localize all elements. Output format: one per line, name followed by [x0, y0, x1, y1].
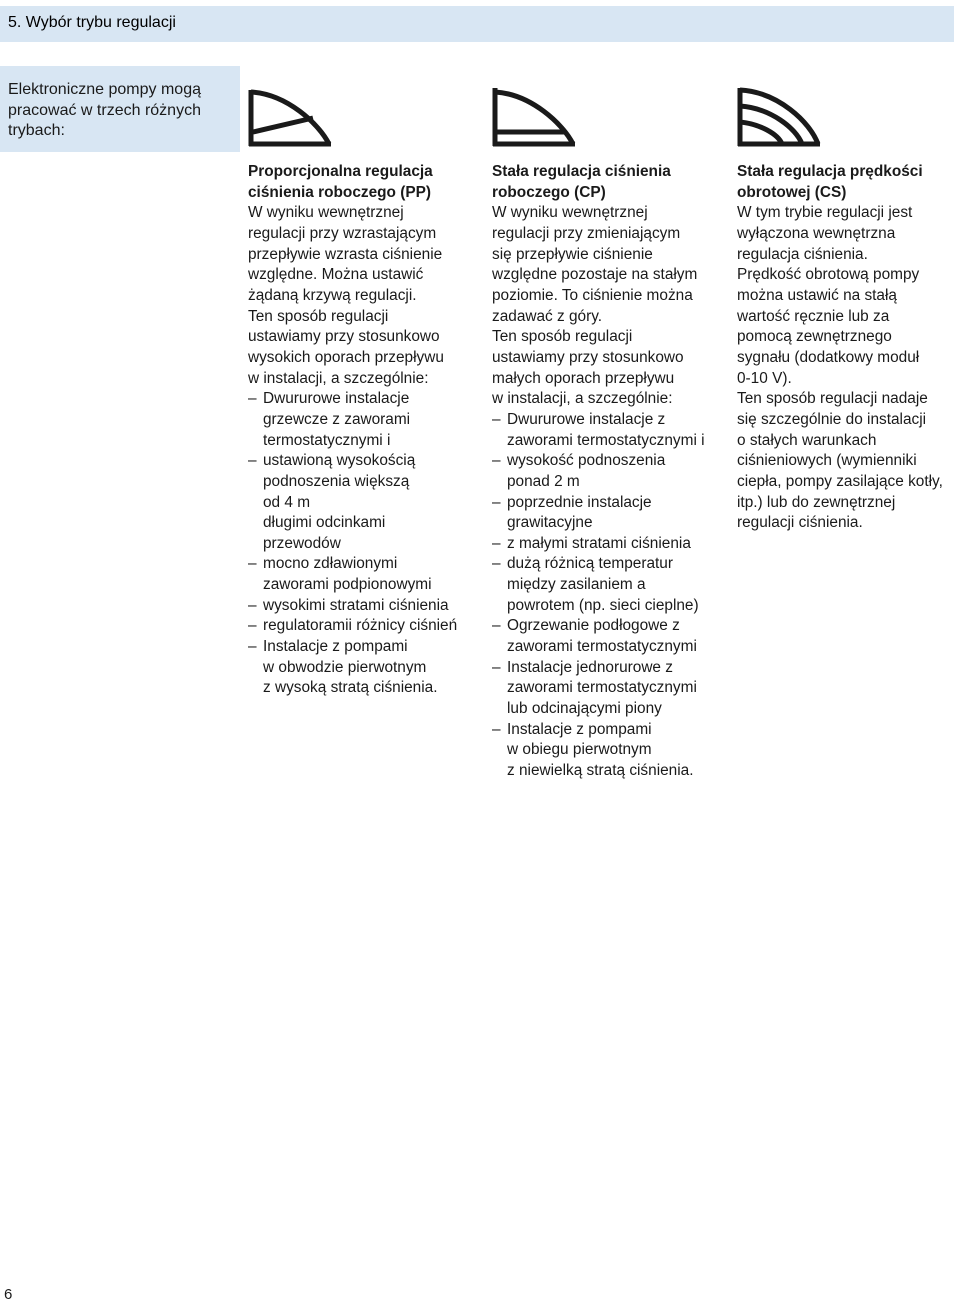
list-dash: – — [492, 720, 501, 738]
intro-text: Elektroniczne pompy mogą pracować w trzech różnych trybach: — [8, 81, 201, 139]
list-item: – poprzednie instalacje grawitacyjne — [492, 493, 652, 532]
column-list — [492, 410, 728, 782]
list-dash: – — [248, 555, 257, 573]
column-paragraph: W wyniku wewnętrznej regulacji przy wzrastającym przepływie wzrasta ciśnienie względne. Można ustawić żądaną krzywą regulacji. — [248, 204, 443, 304]
list-dash: – — [248, 390, 257, 408]
list-item: – Ogrzewanie podłogowe z zaworami termostatycznymi — [492, 617, 697, 656]
list-dash: – — [492, 452, 501, 470]
column-pp — [248, 162, 484, 699]
list-item: – Dwururowe instalacje grzewcze z zaworami termostatycznymi i — [248, 390, 411, 449]
column-paragraph: W tym trybie regulacji jest wyłączona wewnętrzna regulacja ciśnienia. — [737, 204, 913, 263]
column-cs — [737, 162, 957, 534]
list-dash: – — [248, 452, 257, 470]
list-item: – Instalacje z pompami w obiegu pierwotnym z niewielką stratą ciśnienia. — [492, 720, 694, 780]
list-dash: – — [492, 534, 501, 552]
list-dash: – — [492, 555, 501, 573]
constant-pressure-icon — [491, 86, 577, 148]
list-item: – wysokimi stratami ciśnienia — [248, 596, 484, 617]
list-item: – dużą różnicą temperatur między zasilaniem a powrotem (np. sieci cieplne) — [492, 555, 699, 614]
list-dash: – — [492, 658, 501, 676]
list-dash: – — [492, 493, 501, 511]
proportional-pressure-icon — [247, 86, 333, 148]
list-item: – regulatoramii różnicy ciśnień — [248, 616, 484, 637]
page-title: 5. Wybór trybu regulacji — [8, 14, 176, 31]
column-cp — [492, 162, 728, 782]
list-dash: – — [492, 617, 501, 635]
column-heading: Stała regulacja ciśnienia roboczego (CP) — [492, 163, 671, 201]
list-item: – Instalacje z pompami w obwodzie pierwotnym z wysoką stratą ciśnienia. — [248, 638, 438, 697]
list-item: – mocno zdławionymi zaworami podpionowymi — [248, 555, 432, 594]
list-dash: – — [492, 410, 501, 428]
list-dash: – — [248, 638, 257, 656]
column-paragraph: Ten sposób regulacji nadaje się szczególnie do instalacji o stałych warunkach ciśnieniowych (wymienniki ciepła, pompy zasilające kotły, itp.) lub do zewnętrznej regulacji ciśnienia. — [737, 390, 943, 532]
column-paragraph: Ten sposób regulacji ustawiamy przy stosunkowo wysokich oporach przepływu w instalacji, a szczególnie: — [248, 307, 444, 387]
column-paragraph: Ten sposób regulacji ustawiamy przy stosunkowo małych oporach przepływu w instalacji, a szczególnie: — [492, 328, 684, 408]
list-item: – ustawioną wysokością podnoszenia większą od 4 m długimi odcinkami przewodów — [248, 452, 416, 552]
column-heading: Stała regulacja prędkości obrotowej (CS) — [737, 163, 923, 201]
list-item: – wysokość podnoszenia ponad 2 m — [492, 452, 666, 490]
list-item: – Dwururowe instalacje z zaworami termostatycznymi i — [492, 410, 705, 449]
list-item: – z małymi stratami ciśnienia — [492, 534, 728, 555]
list-dash: – — [248, 617, 257, 635]
list-dash: – — [248, 596, 257, 614]
column-paragraph: W wyniku wewnętrznej regulacji przy zmieniającym się przepływie ciśnienie względne pozostaje na stałym poziomie. To ciśnienie można zadawać z góry. — [492, 204, 698, 325]
page-number: 6 — [4, 1286, 13, 1303]
column-heading: Proporcjonalna regulacja ciśnienia roboczego (PP) — [248, 163, 433, 201]
column-list — [248, 389, 484, 699]
list-item: – Instalacje jednorurowe z zaworami termostatycznymi lub odcinającymi piony — [492, 658, 697, 718]
constant-speed-icon — [736, 86, 822, 148]
column-paragraph: Prędkość obrotową pompy można ustawić na stałą wartość ręcznie lub za pomocą zewnętrznego sygnału (dodatkowy moduł 0-10 V). — [737, 266, 920, 387]
